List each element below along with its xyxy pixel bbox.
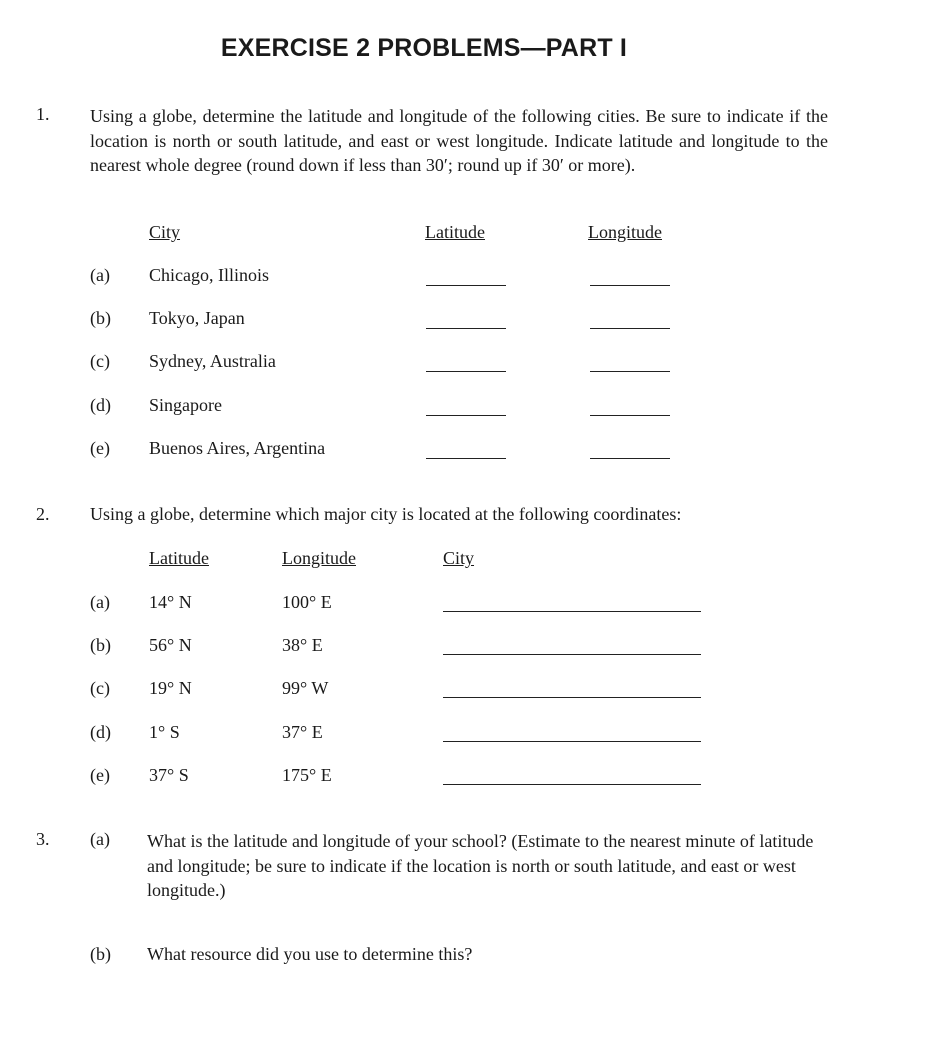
q1-row-label: (a) <box>90 265 110 285</box>
q3-part-b-label: (b) <box>90 944 111 964</box>
q2-row-latitude: 14° N <box>149 592 192 612</box>
q2-header-latitude: Latitude <box>149 548 209 568</box>
page-title: EXERCISE 2 PROBLEMS—PART I <box>220 34 628 62</box>
question-1-text: Using a globe, determine the latitude and longitude of the following cities. Be sure to indicate if the location is north or south latitude, and east or west longitude. Indicate latitude and longitude to the nearest whole degree (round down if less than 30′; round up if 30′ or more). <box>90 106 828 175</box>
q2-row-longitude: 175° E <box>282 765 332 785</box>
q2-city-answer-blank[interactable] <box>443 784 701 785</box>
q1-row-label: (d) <box>90 395 111 415</box>
q1-row-label: (e) <box>90 438 110 458</box>
question-3-number: 3. <box>36 829 50 849</box>
question-2-number: 2. <box>36 504 50 524</box>
q2-header-city: City <box>443 548 475 568</box>
q2-city-answer-blank[interactable] <box>443 741 701 742</box>
q2-row-longitude: 37° E <box>282 722 323 742</box>
q3-part-a-text: What is the latitude and longitude of your school? (Estimate to the nearest minute of latitude and longitude; be sure to indicate if the location is north or south latitude, and east or west longitude.) <box>147 831 814 900</box>
question-2-text: Using a globe, determine which major city is located at the following coordinates: <box>90 504 682 524</box>
q2-city-answer-blank[interactable] <box>443 654 701 655</box>
q2-row-longitude: 99° W <box>282 678 329 698</box>
q2-row-latitude: 1° S <box>149 722 180 742</box>
q2-row-longitude: 100° E <box>282 592 332 612</box>
q1-header-longitude: Longitude <box>588 222 662 242</box>
q1-longitude-answer-blank[interactable] <box>590 371 670 372</box>
q2-row-label: (e) <box>90 765 110 785</box>
q2-city-answer-blank[interactable] <box>443 611 701 612</box>
q1-latitude-answer-blank[interactable] <box>426 415 506 416</box>
q1-row-city: Chicago, Illinois <box>149 265 269 285</box>
question-1-number: 1. <box>36 104 50 124</box>
q2-row-label: (a) <box>90 592 110 612</box>
q1-row-city: Singapore <box>149 395 222 415</box>
q1-latitude-answer-blank[interactable] <box>426 458 506 459</box>
q2-row-latitude: 19° N <box>149 678 192 698</box>
q1-row-city: Sydney, Australia <box>149 351 276 371</box>
q1-header-city: City <box>149 222 181 242</box>
q1-row-label: (c) <box>90 351 110 371</box>
q1-latitude-answer-blank[interactable] <box>426 328 506 329</box>
q2-city-answer-blank[interactable] <box>443 697 701 698</box>
q2-row-latitude: 37° S <box>149 765 189 785</box>
q1-row-label: (b) <box>90 308 111 328</box>
q2-row-label: (b) <box>90 635 111 655</box>
q1-longitude-answer-blank[interactable] <box>590 328 670 329</box>
q2-row-label: (d) <box>90 722 111 742</box>
q1-longitude-answer-blank[interactable] <box>590 458 670 459</box>
q1-latitude-answer-blank[interactable] <box>426 371 506 372</box>
q1-longitude-answer-blank[interactable] <box>590 285 670 286</box>
q2-row-label: (c) <box>90 678 110 698</box>
q2-row-longitude: 38° E <box>282 635 323 655</box>
q3-part-b-text: What resource did you use to determine this? <box>147 944 473 964</box>
q2-row-latitude: 56° N <box>149 635 192 655</box>
q1-header-latitude: Latitude <box>425 222 485 242</box>
q1-latitude-answer-blank[interactable] <box>426 285 506 286</box>
q1-longitude-answer-blank[interactable] <box>590 415 670 416</box>
q3-part-a-label: (a) <box>90 829 110 849</box>
q1-row-city: Tokyo, Japan <box>149 308 245 328</box>
q2-header-longitude: Longitude <box>282 548 356 568</box>
q1-row-city: Buenos Aires, Argentina <box>149 438 326 458</box>
